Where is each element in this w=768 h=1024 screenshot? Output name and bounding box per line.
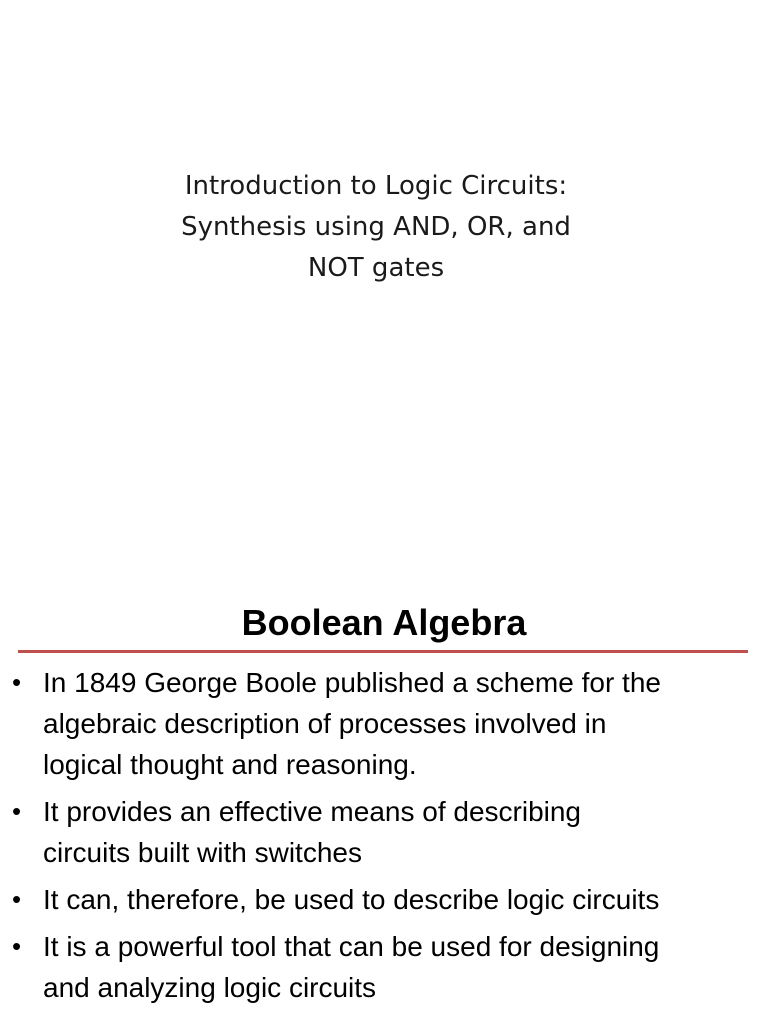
slide-boolean-algebra [0, 576, 768, 1024]
bullet-line: algebraic description of processes involved in [43, 708, 607, 739]
bullet-line: and analyzing logic circuits [43, 972, 377, 1003]
slide-title-line: Introduction to Logic Circuits: [184, 171, 568, 201]
bullet-line: It is a powerful tool that can be used for designing [43, 931, 660, 962]
bullet-item [0, 926, 768, 1008]
bullet-line: logical thought and reasoning. [43, 749, 417, 780]
heading-divider [18, 650, 748, 653]
bullet-line: In 1849 George Boole published a scheme for the [43, 667, 661, 698]
slide-title [0, 166, 752, 289]
bullet-item [0, 662, 768, 785]
bullet-line: It can, therefore, be used to describe logic circuits [43, 884, 660, 915]
slide-title-line: Synthesis using AND, OR, and [181, 212, 571, 242]
bullet-icon: • [12, 884, 22, 914]
bullet-list [0, 662, 768, 1014]
slide-title-line: NOT gates [307, 253, 445, 283]
bullet-icon: • [12, 796, 22, 826]
bullet-line: circuits built with switches [43, 837, 362, 868]
slide-heading: Boolean Algebra [241, 602, 527, 643]
bullet-item [0, 791, 768, 873]
bullet-icon: • [12, 931, 22, 961]
bullet-line: It provides an effective means of describing [43, 796, 582, 827]
bullet-item [0, 879, 768, 920]
bullet-icon: • [12, 667, 22, 697]
